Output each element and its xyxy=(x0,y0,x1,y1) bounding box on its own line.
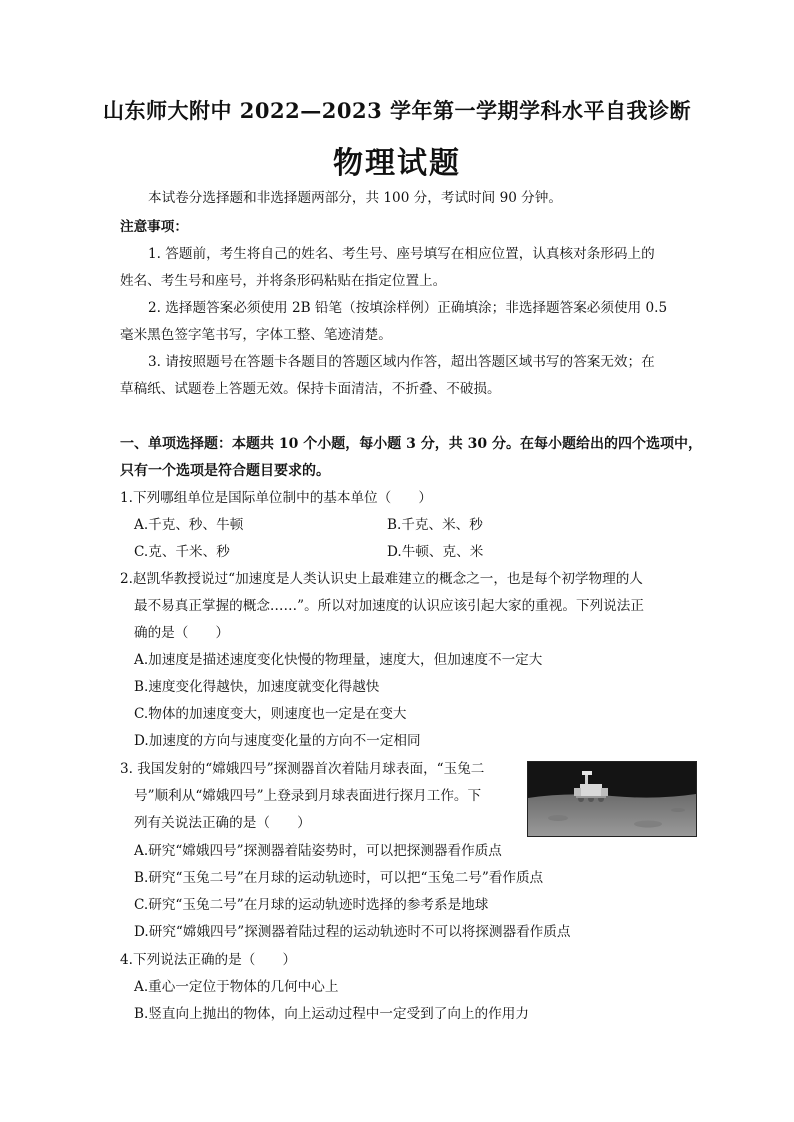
q1-option-a: A.千克、秒、牛顿 xyxy=(134,517,244,533)
lunar-rover-photo xyxy=(527,761,697,837)
question-1-stem: 1.下列哪组单位是国际单位制中的基本单位（ ） xyxy=(120,490,433,506)
q3-option-d: D.研究“嫦娥四号”探测器着陆过程的运动轨迹时不可以将探测器看作质点 xyxy=(134,924,571,940)
moon-surface-illustration xyxy=(528,762,696,836)
notice-line: 1. 答题前，考生将自己的姓名、考生号、座号填写在相应位置，认真核对条形码上的 xyxy=(148,246,655,262)
q1-option-d: D.牛顿、克、米 xyxy=(387,544,484,560)
question-2-stem: 最不易真正掌握的概念……”。所以对加速度的认识应该引起大家的重视。下列说法正 xyxy=(134,598,644,614)
notice-line: 毫米黑色签字笔书写，字体工整、笔迹清楚。 xyxy=(120,327,392,343)
q3-option-a: A.研究“嫦娥四号”探测器着陆姿势时，可以把探测器看作质点 xyxy=(134,843,502,859)
question-3-stem: 列有关说法正确的是（ ） xyxy=(134,815,311,831)
q2-option-b: B.速度变化得越快，加速度就变化得越快 xyxy=(134,679,380,695)
q2-option-a: A.加速度是描述速度变化快慢的物理量，速度大，但加速度不一定大 xyxy=(134,652,543,668)
q4-option-a: A.重心一定位于物体的几何中心上 xyxy=(134,979,339,995)
section-heading: 一、单项选择题：本题共 10 个小题，每小题 3 分，共 30 分。在每小题给出的四个选项中， xyxy=(120,436,702,452)
exam-subject: 物理试题 xyxy=(333,146,461,181)
q3-option-b: B.研究“玉兔二号”在月球的运动轨迹时，可以把“玉兔二号”看作质点 xyxy=(134,870,544,886)
notice-line: 姓名、考生号和座号，并将条形码粘贴在指定位置上。 xyxy=(120,273,447,289)
question-2-stem: 确的是（ ） xyxy=(134,625,230,641)
q1-option-b: B.千克、米、秒 xyxy=(387,517,483,533)
q2-option-d: D.加速度的方向与速度变化量的方向不一定相同 xyxy=(134,733,421,749)
question-2-stem: 2.赵凯华教授说过“加速度是人类认识史上最难建立的概念之一，也是每个初学物理的人 xyxy=(120,571,643,587)
question-3-stem: 号”顺利从“嫦娥四号”上登录到月球表面进行探月工作。下 xyxy=(134,788,482,804)
notice-line: 草稿纸、试题卷上答题无效。保持卡面清洁，不折叠、不破损。 xyxy=(120,381,501,397)
intro-text: 本试卷分选择题和非选择题两部分，共 100 分，考试时间 90 分钟。 xyxy=(148,190,562,206)
question-4-stem: 4.下列说法正确的是（ ） xyxy=(120,952,297,968)
section-heading: 只有一个选项是符合题目要求的。 xyxy=(120,463,330,479)
q4-option-b: B.竖直向上抛出的物体，向上运动过程中一定受到了向上的作用力 xyxy=(134,1006,529,1022)
q2-option-c: C.物体的加速度变大，则速度也一定是在变大 xyxy=(134,706,407,722)
notice-line: 2. 选择题答案必须使用 2B 铅笔（按填涂样例）正确填涂；非选择题答案必须使用 0.5 xyxy=(148,300,668,316)
q1-option-c: C.克、千米、秒 xyxy=(134,544,230,560)
exam-title: 山东师大附中 2022—2023 学年第一学期学科水平自我诊断 xyxy=(102,98,691,123)
notice-line: 3. 请按照题号在答题卡各题目的答题区域内作答，超出答题区域书写的答案无效；在 xyxy=(148,354,655,370)
question-3-stem: 3. 我国发射的“嫦娥四号”探测器首次着陆月球表面，“玉兔二 xyxy=(120,761,485,777)
notice-heading: 注意事项： xyxy=(120,219,188,235)
q3-option-c: C.研究“玉兔二号”在月球的运动轨迹时选择的参考系是地球 xyxy=(134,897,489,913)
